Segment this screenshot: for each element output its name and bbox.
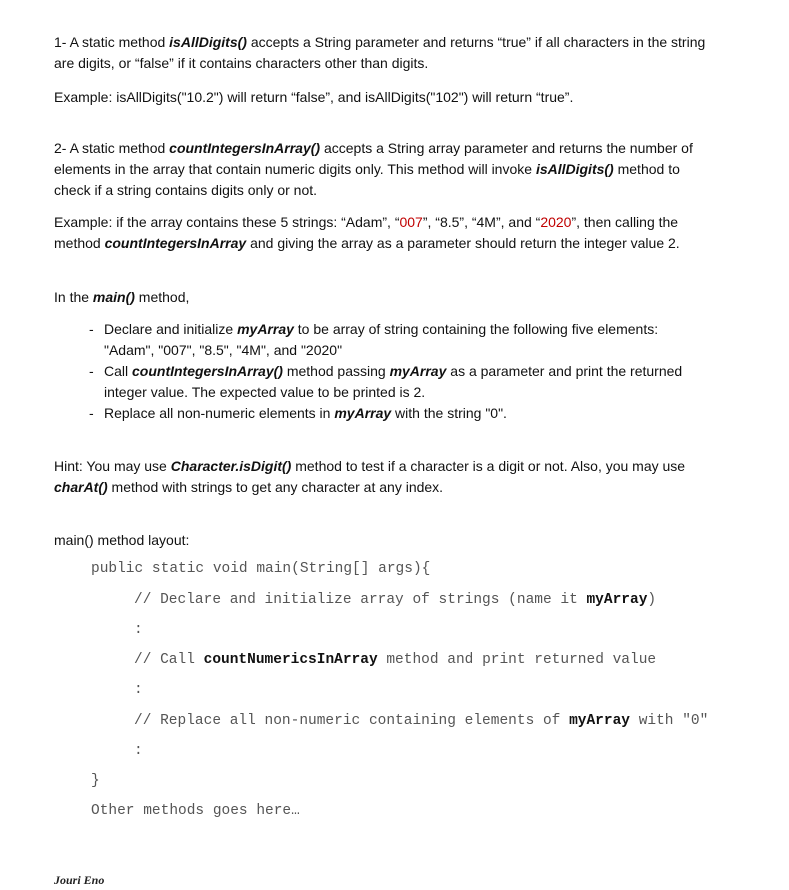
highlight-2020: 2020 xyxy=(540,214,572,230)
code-closing-brace: } xyxy=(91,773,100,789)
bullet-dash: - xyxy=(89,405,94,421)
q1-method-name: isAllDigits() xyxy=(169,34,247,50)
code-comment-text: // Declare and initialize array of strings (name it xyxy=(134,592,587,608)
q2-example-text: and giving the array as a parameter should return the integer value 2. xyxy=(246,235,680,251)
highlight-007: 007 xyxy=(399,214,423,230)
main-intro xyxy=(54,287,189,307)
q2-method-name: countIntegersInArray() xyxy=(169,140,321,156)
q2-example-text: ”, then calling the xyxy=(571,214,679,230)
bullet-1-line2: "Adam", "007", "8.5", "4M", and "2020" xyxy=(104,342,343,358)
q1-text: accepts a String parameter and returns “true” if all characters in the string xyxy=(246,34,706,50)
author-signature: Jouri Eno xyxy=(54,873,105,887)
hint-text: Hint: You may use xyxy=(54,458,171,474)
main-method-name: main() xyxy=(92,289,135,305)
q2-text: method to xyxy=(613,161,680,177)
q2-example-line2 xyxy=(54,233,680,253)
bullet-text: Call xyxy=(104,363,133,379)
code-var-name: myArray xyxy=(586,592,648,608)
q2-example-text: method xyxy=(54,235,105,251)
q2-example-text: ”, “8.5”, “4M”, and “ xyxy=(422,214,541,230)
bullet-dash: - xyxy=(89,321,94,337)
method-name: charAt() xyxy=(54,479,108,495)
main-intro-text: In the xyxy=(54,289,93,305)
code-comment-declare xyxy=(134,590,656,610)
bullet-text: Replace all non-numeric elements in xyxy=(104,405,335,421)
bullet-2-line1 xyxy=(104,361,682,381)
bullet-text: to be array of string containing the following five elements: xyxy=(293,321,659,337)
main-intro-text: method, xyxy=(134,289,190,305)
code-other-methods: Other methods goes here… xyxy=(91,803,300,819)
bullet-dash: - xyxy=(89,363,94,379)
q2-line1 xyxy=(54,138,693,158)
q2-line3: check if a string contains digits only or not. xyxy=(54,182,318,198)
code-comment-text: with "0" xyxy=(630,713,709,729)
method-name: countIntegersInArray() xyxy=(132,363,283,379)
q2-text: 2- A static method xyxy=(54,140,170,156)
code-comment-text: method and print returned value xyxy=(377,652,657,668)
hint-line1 xyxy=(54,456,685,476)
bullet-text: Declare and initialize xyxy=(104,321,238,337)
layout-title: main() method layout: xyxy=(54,532,190,548)
hint-text: method with strings to get any character at any index. xyxy=(107,479,444,495)
bullet-text: with the string "0". xyxy=(391,405,507,421)
code-comment-text: ) xyxy=(647,592,657,608)
code-colon: : xyxy=(134,682,143,698)
bullet-1-line1 xyxy=(104,319,658,339)
code-colon: : xyxy=(134,743,143,759)
code-comment-text: // Replace all non-numeric containing elements of xyxy=(134,713,570,729)
bullet-2-line2: integer value. The expected value to be printed is 2. xyxy=(104,384,426,400)
var-name: myArray xyxy=(389,363,447,379)
method-name: Character.isDigit() xyxy=(170,458,292,474)
code-colon: : xyxy=(134,622,143,638)
q1-line1 xyxy=(54,32,705,52)
bullet-3-line1 xyxy=(104,403,507,423)
q2-line2 xyxy=(54,159,680,179)
q2-example-text: Example: if the array contains these 5 strings: “Adam”, “ xyxy=(54,214,400,230)
q2-example-line1 xyxy=(54,212,678,232)
q2-method-name: countIntegersInArray xyxy=(104,235,247,251)
q2-method-name: isAllDigits() xyxy=(535,161,614,177)
q2-text: elements in the array that contain numeric digits only. This method will invoke xyxy=(54,161,536,177)
code-method-name: countNumericsInArray xyxy=(203,652,378,668)
var-name: myArray xyxy=(334,405,392,421)
q1-text: 1- A static method xyxy=(54,34,170,50)
bullet-text: method passing xyxy=(282,363,390,379)
var-name: myArray xyxy=(237,321,294,337)
code-comment-replace xyxy=(134,711,708,731)
bullet-text: as a parameter and print the returned xyxy=(446,363,683,379)
code-main-signature: public static void main(String[] args){ xyxy=(91,561,431,577)
code-comment-call xyxy=(134,650,656,670)
q1-line2: are digits, or “false” if it contains characters other than digits. xyxy=(54,55,429,71)
q1-example: Example: isAllDigits("10.2") will return “false”, and isAllDigits("102") will return “true”. xyxy=(54,89,574,105)
hint-line2 xyxy=(54,477,443,497)
q2-text: accepts a String array parameter and returns the number of xyxy=(320,140,693,156)
hint-text: method to test if a character is a digit or not. Also, you may use xyxy=(291,458,686,474)
code-var-name: myArray xyxy=(569,713,630,729)
code-comment-text: // Call xyxy=(134,652,204,668)
